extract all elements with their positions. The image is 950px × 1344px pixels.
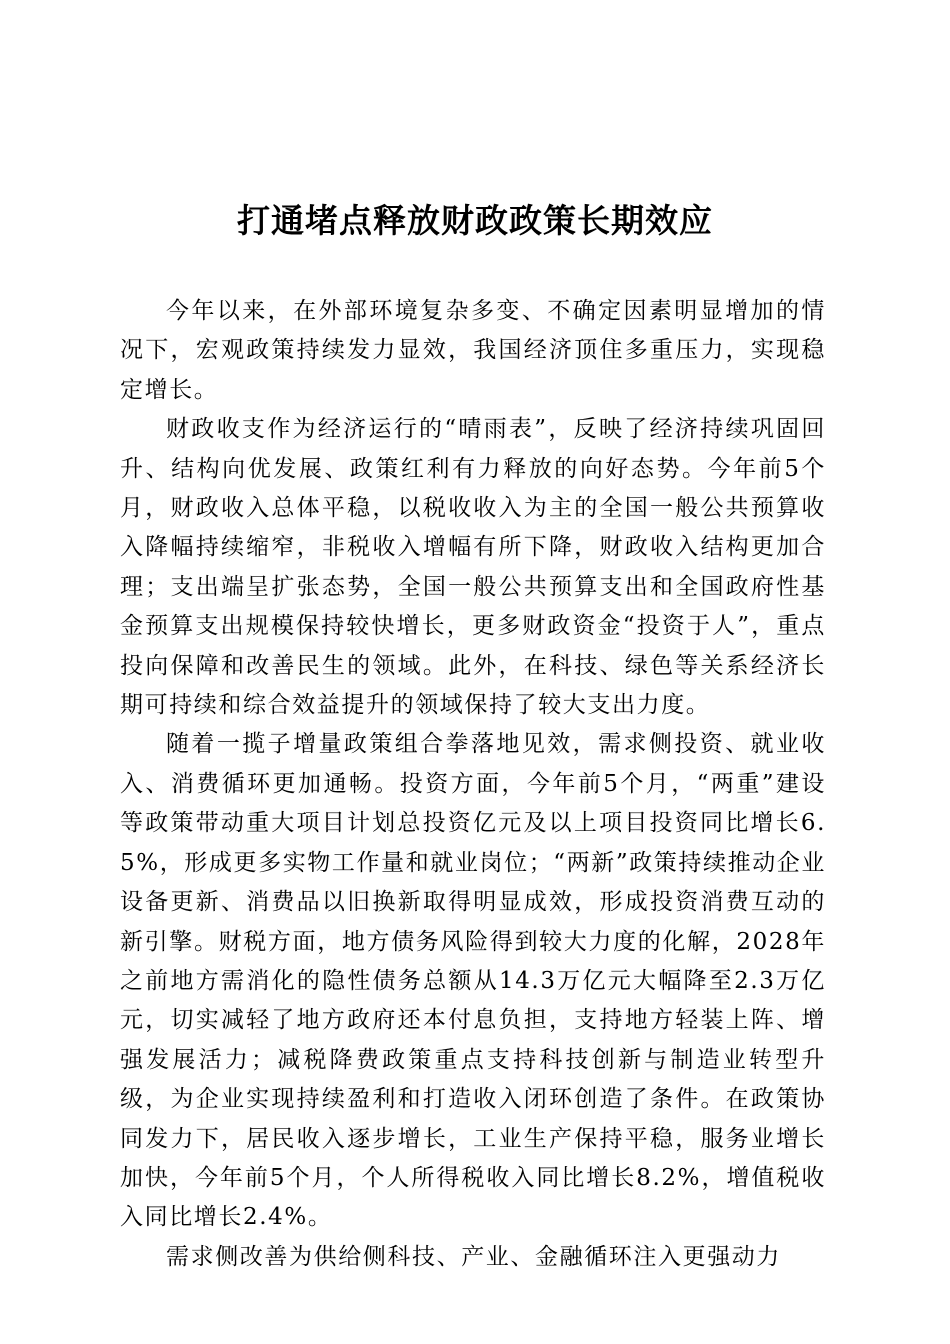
document-body — [120, 292, 826, 1277]
paragraph-4: 需求侧改善为供给侧科技、产业、金融循环注入更强动力 — [166, 1243, 781, 1270]
paragraph-2: 财政收支作为经济运行的“晴雨表”，反映了经济持续巩固回升、结构向优发展、政策红利有力释放的向好态势。今年前5个月，财政收入总体平稳，以税收收入为主的全国一般公共预算收入降幅持续缩窄，非税收入增幅有所下降，财政收入结构更加合理；支出端呈扩张态势，全国一般公共预算支出和全国政府性基金预算支出规模保持较快增长，更多财政资金“投资于人”，重点投向保障和改善民生的领域。此外，在科技、绿色等关系经济长期可持续和综合效益提升的领域保持了较大支出力度。 — [120, 416, 826, 719]
paragraph-1: 今年以来，在外部环境复杂多变、不确定因素明显增加的情况下，宏观政策持续发力显效，我国经济顶住多重压力，实现稳定增长。 — [120, 298, 826, 403]
paragraph-3: 随着一揽子增量政策组合拳落地见效，需求侧投资、就业收入、消费循环更加通畅。投资方面，今年前5个月，“两重”建设等政策带动重大项目计划总投资亿元及以上项目投资同比增长6.5%，形成更多实物工作量和就业岗位；“两新”政策持续推动企业设备更新、消费品以旧换新取得明显成效，形成投资消费互动的新引擎。财税方面，地方债务风险得到较大力度的化解，2028年之前地方需消化的隐性债务总额从14.3万亿元大幅降至2.3万亿元，切实减轻了地方政府还本付息负担，支持地方轻装上阵、增强发展活力；减税降费政策重点支持科技创新与制造业转型升级，为企业实现持续盈利和打造收入闭环创造了条件。在政策协同发力下，居民收入逐步增长，工业生产保持平稳，服务业增长加快，今年前5个月，个人所得税收入同比增长8.2%，增值税收入同比增长2.4%。 — [120, 731, 827, 1231]
document-title: 打通堵点释放财政政策长期效应 — [237, 201, 713, 240]
